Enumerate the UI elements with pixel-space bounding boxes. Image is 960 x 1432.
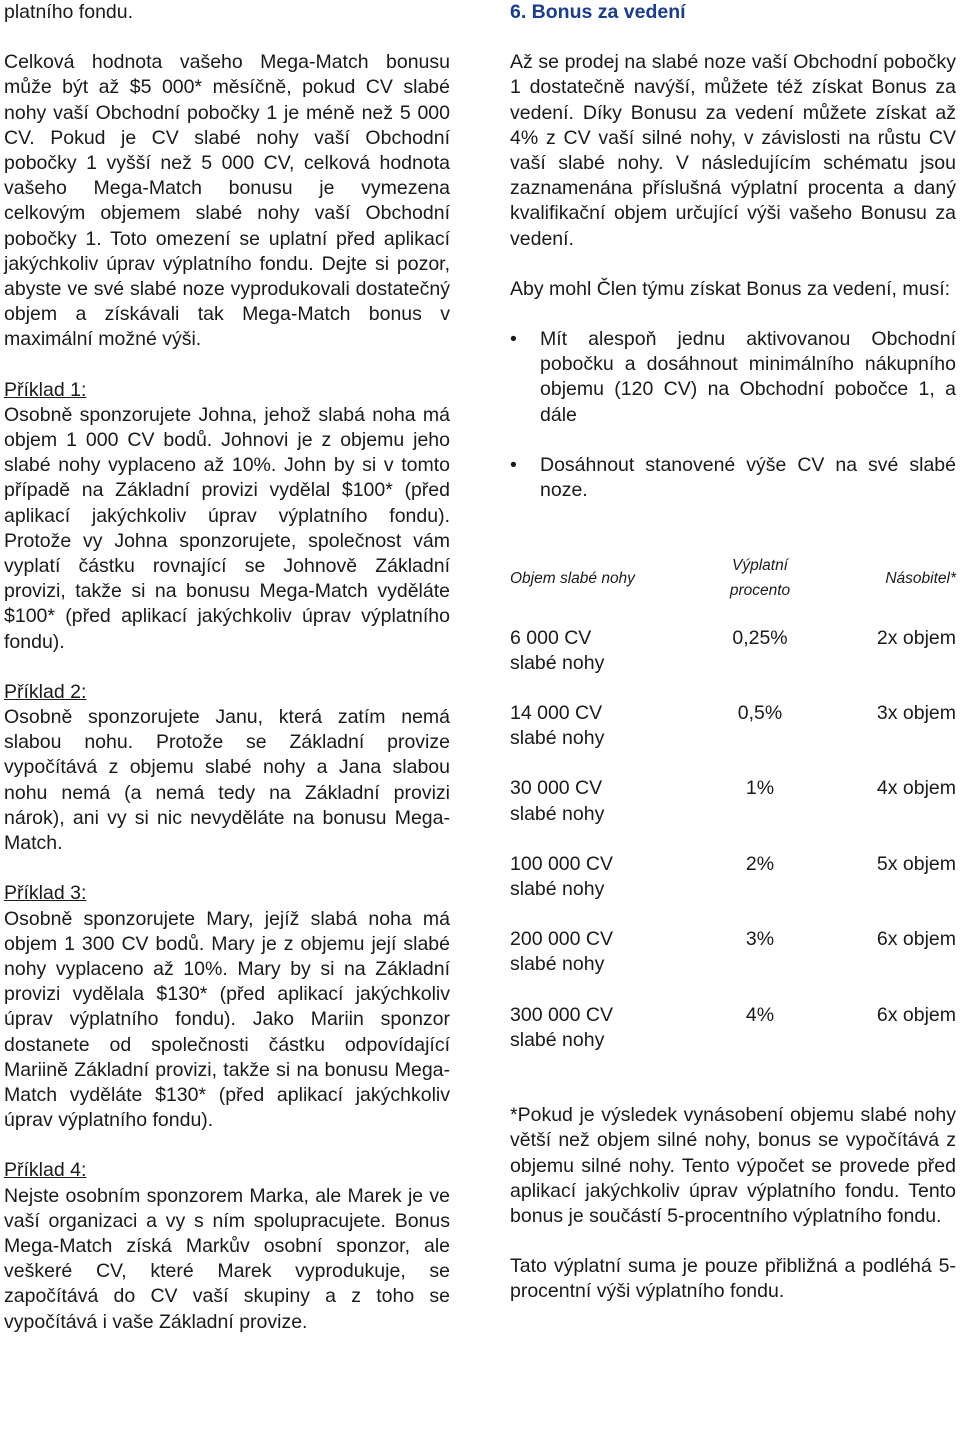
volume-cell: 300 000 CV <box>510 1003 613 1026</box>
bullet-dot-icon: • <box>510 328 517 351</box>
table-row <box>510 626 956 701</box>
intro-tail: platního fondu. <box>4 1 134 23</box>
example-1-title: Příklad 1: <box>4 378 87 401</box>
volume-sub: slabé nohy <box>510 651 605 674</box>
volume-cell: 14 000 CV <box>510 702 603 725</box>
percent-cell: 0,5% <box>737 702 783 725</box>
table-row <box>510 1003 956 1078</box>
example-4-title: Příklad 4: <box>4 1159 87 1182</box>
bullet-dot-icon: • <box>510 453 517 476</box>
footnote-multiplier: *Pokud je výsledek vynásobení objemu slabé nohy větší než objem silné nohy, bonus se vypočítává z objemu silné nohy. Tento výpočet se provede před aplikací jakýchkoliv úprav výplatního fondu. Tento bonus je součástí 5-procentního výplatního fondu. <box>510 1104 956 1227</box>
bullet-item <box>510 327 956 428</box>
volume-cell: 30 000 CV <box>510 777 603 800</box>
example-2-title: Příklad 2: <box>4 680 87 703</box>
volume-sub: slabé nohy <box>510 878 605 901</box>
example-2-text: Osobně sponzorujete Janu, která zatím nemá slabou nohu. Protože se Základní provize vypočítává z objemu slabé nohy a Jana slabou nohu nemá (a nemá tedy na Základní provizi nárok), ani vy si nic nevyděláte na bonusu Mega-Match. <box>4 706 450 855</box>
multiplier-cell: 5x objem <box>876 852 956 875</box>
volume-cell: 6 000 CV <box>510 626 592 649</box>
leadership-bonus-paragraph: Až se prodej na slabé noze vaší Obchodní pobočky 1 dostatečně navýší, můžete též získat Bonus za vedení. Díky Bonusu za vedení můžete získat až 4% z CV vaší silné nohy, v závislosti na růstu CV vaší slabé nohy. V následujícím schématu jsou zaznamenána příslušná výplatní procenta a daný kvalifikační objem určující výši vašeho Bonusu za vedení. <box>510 51 956 250</box>
bullet-item <box>510 453 956 503</box>
bullet-text: Dosáhnout stanovené výše CV na své slabé noze. <box>540 453 956 502</box>
percent-cell: 1% <box>745 777 775 800</box>
percent-cell: 3% <box>745 928 775 951</box>
multiplier-cell: 6x objem <box>876 1003 956 1026</box>
example-4-text: Nejste osobním sponzorem Marka, ale Marek je ve vaší organizaci a vy s ním spolupracujete. Bonus Mega-Match získá Markův osobní sponzor, ale veškeré CV, které Marek vyprodukuje, se započítává do CV vaší skupiny a z toho se vypočítává i vaše Základní provize. <box>4 1184 450 1333</box>
volume-cell: 200 000 CV <box>510 928 613 951</box>
percent-cell: 4% <box>745 1003 775 1026</box>
percent-cell: 2% <box>745 852 775 875</box>
header-volume: Objem slabé nohy <box>510 569 635 587</box>
example-3-text: Osobně sponzorujete Mary, jejíž slabá noha má objem 1 300 CV bodů. Mary je z objemu její slabé nohy vyplaceno až 10%. Mary by si na Základní provizi vydělala $130* (před aplikací jakýchkoliv úprav výplatního fondu). Jako Mariin sponzor dostanete od společnosti částku odpovídající Mariině Základní provizi, takže si na bonusu Mega-Match vyděláte $130* (před aplikací jakýchkoliv úprav výplatního fondu). <box>4 907 450 1132</box>
mega-match-paragraph: Celková hodnota vašeho Mega-Match bonusu může být až $5 000* měsíčně, pokud CV slabé nohy vaší Obchodní pobočky 1 je méně než 5 000 CV. Pokud je CV slabé nohy vaší Obchodní pobočky 1 vyšší než 5 000 CV, celková hodnota vašeho Mega-Match bonusu je vymezena celkovým objemem slabé nohy vaší Obchodní pobočky 1. Toto omezení se uplatní před aplikací jakýchkoliv úprav výplatního fondu. Dejte si pozor, abyste ve své slabé noze vyprodukovali dostatečný objem a získávali tak Mega-Match bonus v maximální možné výši. <box>4 51 450 351</box>
table-header-row <box>510 553 956 603</box>
table-row <box>510 927 956 1002</box>
left-column <box>4 0 450 1335</box>
multiplier-cell: 3x objem <box>876 702 956 725</box>
payout-table <box>510 553 956 1078</box>
volume-sub: slabé nohy <box>510 1028 605 1051</box>
volume-sub: slabé nohy <box>510 802 605 825</box>
requirements-intro: Aby mohl Člen týmu získat Bonus za vedení, musí: <box>510 277 951 300</box>
multiplier-cell: 6x objem <box>876 928 956 951</box>
percent-cell: 0,25% <box>732 626 788 649</box>
multiplier-cell: 4x objem <box>876 777 956 800</box>
footnote-approximate: Tato výplatní suma je pouze přibližná a podléhá 5-procentní výši výplatního fondu. <box>510 1255 956 1303</box>
right-column <box>510 0 956 1305</box>
section-title: 6. Bonus za vedení <box>510 1 686 23</box>
example-3-title: Příklad 3: <box>4 882 87 905</box>
table-row <box>510 701 956 776</box>
example-1-text: Osobně sponzorujete Johna, jehož slabá noha má objem 1 000 CV bodů. Johnovi je z objemu jeho slabé nohy vyplaceno až 10%. John by si v tomto případě na Základní provizi vydělal $100* (před aplikací jakýchkoliv úprav výplatního fondu). Protože vy Johna sponzorujete, společnost vám vyplatí částku rovnající se Johnově Základní provizi, takže si na bonusu Mega-Match vyděláte $100* (před aplikací jakýchkoliv úprav výplatního fondu). <box>4 403 450 653</box>
volume-sub: slabé nohy <box>510 727 605 750</box>
volume-sub: slabé nohy <box>510 953 605 976</box>
table-row <box>510 776 956 851</box>
bullet-text: Mít alespoň jednu aktivovanou Obchodní pobočku a dosáhnout minimálního nákupního objemu (120 CV) na Obchodní pobočce 1, a dále <box>540 328 956 426</box>
header-percent: Výplatní procento <box>729 557 791 600</box>
multiplier-cell: 2x objem <box>876 626 956 649</box>
header-multiplier: Násobitel* <box>885 569 956 587</box>
table-row <box>510 852 956 927</box>
volume-cell: 100 000 CV <box>510 852 613 875</box>
table-body <box>510 626 956 1078</box>
